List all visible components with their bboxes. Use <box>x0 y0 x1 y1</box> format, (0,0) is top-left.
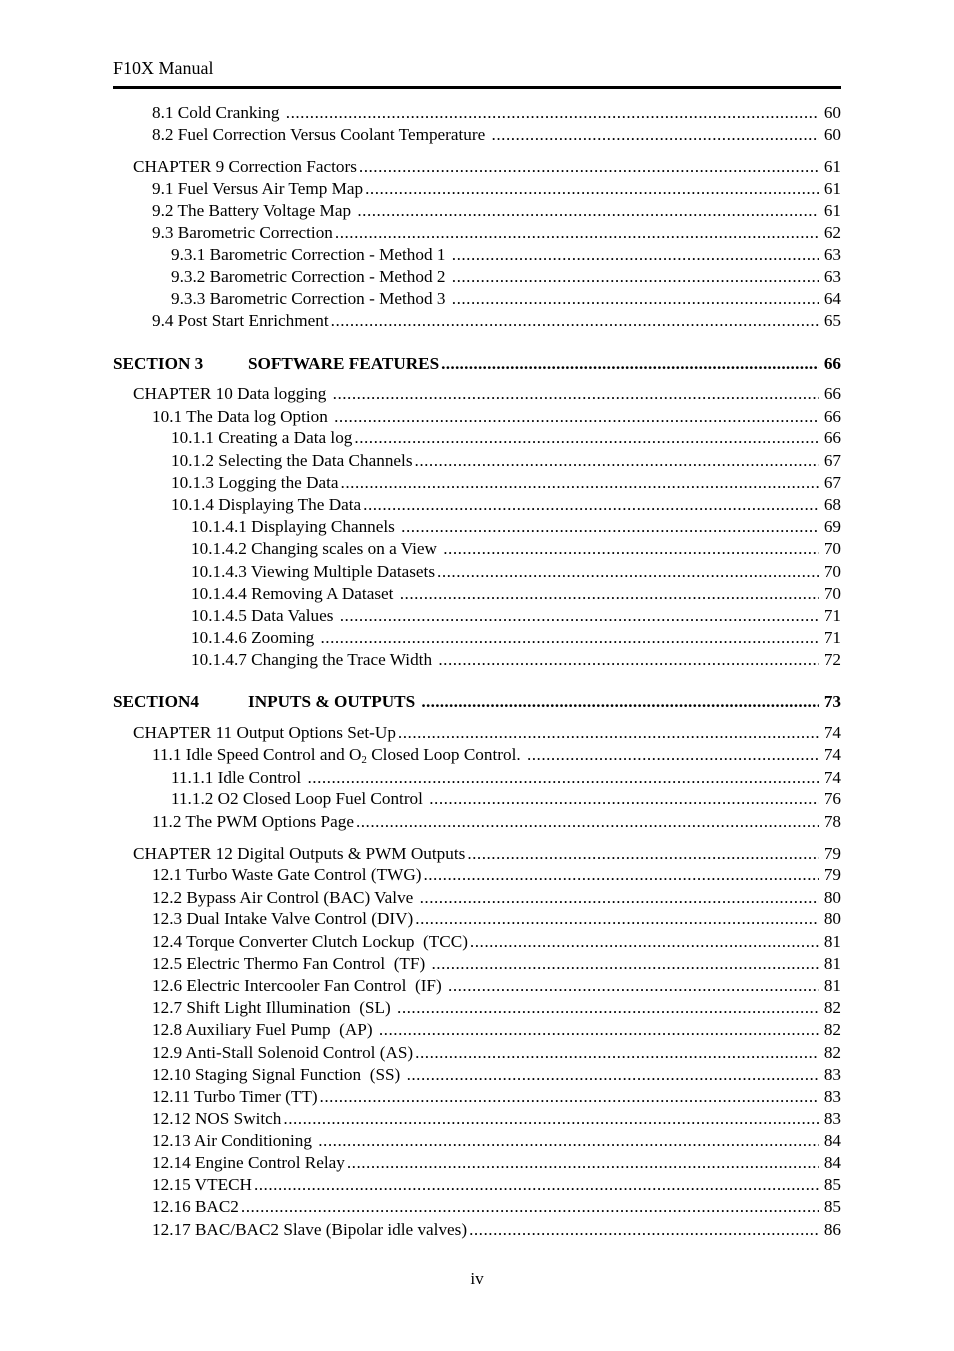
toc-dot-leader <box>254 1174 819 1196</box>
toc-entry-label: 12.5 Electric Thermo Fan Control (TF) <box>152 954 430 973</box>
toc-entry-label: 10.1.4.6 Zooming <box>191 628 319 647</box>
toc-page-number: 82 <box>823 998 841 1017</box>
toc-page-number: 62 <box>823 223 841 242</box>
toc-dot-leader <box>359 156 819 178</box>
toc-entry-label: 8.2 Fuel Correction Versus Coolant Temperature <box>152 125 490 144</box>
toc-dot-leader <box>357 200 819 222</box>
toc-page-number: 82 <box>823 1043 841 1062</box>
toc-dot-leader <box>452 244 819 266</box>
toc-section-entry[interactable] <box>113 353 841 375</box>
toc-entry-label: 12.7 Shift Light Illumination (SL) <box>152 998 396 1017</box>
toc-entry-label: 11.2 The PWM Options Page <box>152 812 354 831</box>
toc-section-entry[interactable] <box>113 691 841 713</box>
toc-dot-leader <box>307 767 819 789</box>
toc-entry-label: 10.1.4.4 Removing A Dataset <box>191 584 398 603</box>
toc-page-number: 64 <box>823 289 841 308</box>
toc-entry[interactable] <box>171 788 841 810</box>
toc-dot-leader <box>469 1219 819 1241</box>
toc-page-number: 81 <box>823 976 841 995</box>
toc-page-number: 80 <box>823 888 841 907</box>
toc-dot-leader <box>241 1196 819 1218</box>
toc-page-number: 69 <box>823 517 841 536</box>
toc-entry[interactable] <box>152 864 841 886</box>
toc-entry[interactable] <box>152 406 841 428</box>
toc-entry-label: 9.3 Barometric Correction <box>152 223 333 242</box>
toc-dot-leader <box>320 1086 819 1108</box>
toc-dot-leader <box>283 1108 819 1130</box>
toc-entry-label: 12.17 BAC/BAC2 Slave (Bipolar idle valves) <box>152 1220 468 1239</box>
toc-entry-label-part: 11.1 Idle Speed Control and O <box>152 745 362 764</box>
toc-entry-label: 12.1 Turbo Waste Gate Control (TWG) <box>152 865 422 884</box>
toc-entry[interactable] <box>152 997 841 1019</box>
toc-page-number: 61 <box>823 179 841 198</box>
toc-dot-leader <box>407 1064 819 1086</box>
toc-entry-label: 12.16 BAC2 <box>152 1197 239 1216</box>
toc-entry-label: 10.1.4 Displaying The Data <box>171 495 362 514</box>
toc-entry[interactable] <box>152 222 841 244</box>
toc-dot-leader <box>365 178 819 200</box>
toc-entry-label: 9.3.2 Barometric Correction - Method 2 <box>171 267 450 286</box>
toc-page-number: 76 <box>823 789 841 808</box>
toc-entry[interactable] <box>191 583 841 605</box>
toc-page-number: 72 <box>823 650 841 669</box>
toc-entry-label: 12.3 Dual Intake Valve Control (DIV) <box>152 909 414 928</box>
toc-page-number: 60 <box>823 103 841 122</box>
toc-entry[interactable] <box>152 1152 841 1174</box>
toc-page-number: 79 <box>823 865 841 884</box>
toc-entry[interactable] <box>152 953 841 975</box>
toc-dot-leader <box>341 472 819 494</box>
toc-page-number: 74 <box>823 768 841 787</box>
toc-page-number: 70 <box>823 539 841 558</box>
toc-dot-leader <box>320 627 819 649</box>
toc-page-number: 60 <box>823 125 841 144</box>
toc-page-number: 79 <box>823 844 841 863</box>
toc-entry-label: 12.15 VTECH <box>152 1175 252 1194</box>
toc-entry[interactable] <box>152 1108 841 1130</box>
toc-page-number: 61 <box>823 157 841 176</box>
toc-entry[interactable] <box>171 472 841 494</box>
toc-dot-leader <box>318 1130 819 1152</box>
toc-entry-label: 12.11 Turbo Timer (TT) <box>152 1087 318 1106</box>
toc-dot-leader <box>415 1042 819 1064</box>
toc-entry[interactable] <box>152 1196 841 1218</box>
toc-entry-label: 9.3.1 Barometric Correction - Method 1 <box>171 245 450 264</box>
toc-entry-label: 12.14 Engine Control Relay <box>152 1153 345 1172</box>
toc-entry[interactable] <box>152 811 841 833</box>
toc-dot-leader <box>356 811 819 833</box>
toc-entry-label: CHAPTER 12 Digital Outputs & PWM Outputs <box>133 844 466 863</box>
page-header-title: F10X Manual <box>113 58 214 78</box>
toc-dot-leader <box>438 649 819 671</box>
toc-entry[interactable] <box>152 908 841 930</box>
toc-page-number: 83 <box>823 1065 841 1084</box>
toc-dot-leader <box>401 516 819 538</box>
toc-entry[interactable] <box>191 605 841 627</box>
toc-dot-leader <box>467 843 819 865</box>
toc-entry-label: 10.1.4.5 Data Values <box>191 606 338 625</box>
toc-page-number: 68 <box>823 495 841 514</box>
toc-entry-label: 12.12 NOS Switch <box>152 1109 282 1128</box>
toc-entry-label: 12.8 Auxiliary Fuel Pump (AP) <box>152 1020 377 1039</box>
toc-dot-leader <box>333 383 819 405</box>
toc-page-number: 70 <box>823 562 841 581</box>
toc-entry[interactable] <box>152 178 841 200</box>
toc-entry-label: 11.1.2 O2 Closed Loop Fuel Control <box>171 789 428 808</box>
toc-entry[interactable] <box>152 1042 841 1064</box>
toc-page-number: 70 <box>823 584 841 603</box>
toc-dot-leader <box>400 583 819 605</box>
toc-section-number: SECTION 3 <box>113 354 204 373</box>
toc-page-number: 66 <box>823 354 841 373</box>
toc-page-number: 71 <box>823 606 841 625</box>
toc-entry[interactable] <box>171 427 841 449</box>
toc-entry[interactable] <box>152 1219 841 1241</box>
toc-page-number: 80 <box>823 909 841 928</box>
toc-page-number: 78 <box>823 812 841 831</box>
toc-entry-label: 10.1.4.1 Displaying Channels <box>191 517 400 536</box>
toc-dot-leader <box>420 887 819 909</box>
toc-entry[interactable] <box>152 102 841 124</box>
toc-dot-leader <box>452 288 819 310</box>
toc-entry-label: SOFTWARE FEATURES <box>248 354 440 373</box>
toc-entry[interactable] <box>191 561 841 583</box>
toc-entry-label: 11.1.1 Idle Control <box>171 768 306 787</box>
toc-entry[interactable] <box>133 843 841 865</box>
toc-entry-label: 12.10 Staging Signal Function (SS) <box>152 1065 405 1084</box>
toc-entry[interactable] <box>152 1019 841 1041</box>
toc-page-number: 71 <box>823 628 841 647</box>
toc-page-number: 74 <box>823 723 841 742</box>
toc-entry-label: CHAPTER 11 Output Options Set-Up <box>133 723 396 742</box>
toc-dot-leader <box>379 1019 819 1041</box>
toc-entry[interactable] <box>133 722 841 744</box>
toc-entry[interactable] <box>152 310 841 332</box>
toc-entry-subscript: 2 <box>361 754 367 766</box>
toc-dot-leader <box>334 406 819 428</box>
toc-entry[interactable] <box>152 124 841 146</box>
toc-entry[interactable] <box>171 288 841 310</box>
toc-dot-leader <box>415 450 819 472</box>
toc-entry-label: INPUTS & OUTPUTS <box>248 692 420 711</box>
toc-entry-label: CHAPTER 10 Data logging <box>133 384 331 403</box>
toc-dot-leader <box>441 353 819 375</box>
toc-entry-label: CHAPTER 9 Correction Factors <box>133 157 357 176</box>
toc-entry-label: 10.1.2 Selecting the Data Channels <box>171 451 413 470</box>
toc-entry[interactable] <box>152 1064 841 1086</box>
toc-page-number: 73 <box>823 692 841 711</box>
toc-entry-label: 9.4 Post Start Enrichment <box>152 311 329 330</box>
toc-page-number: 82 <box>823 1020 841 1039</box>
toc-entry[interactable] <box>152 887 841 909</box>
toc-page-number: 63 <box>823 245 841 264</box>
toc-entry-label: 10.1.3 Logging the Data <box>171 473 339 492</box>
toc-entry-label: 9.2 The Battery Voltage Map <box>152 201 356 220</box>
toc-entry-label: 10.1.4.7 Changing the Trace Width <box>191 650 437 669</box>
toc-dot-leader <box>527 744 819 766</box>
toc-dot-leader <box>492 124 819 146</box>
toc-dot-leader <box>415 908 819 930</box>
toc-entry[interactable] <box>152 975 841 997</box>
toc-page-number: 66 <box>823 384 841 403</box>
toc-page-number: 74 <box>823 745 841 764</box>
toc-entry[interactable] <box>152 744 841 766</box>
toc-entry-label: 12.4 Torque Converter Clutch Lockup (TCC) <box>152 932 468 951</box>
toc-page-number: 61 <box>823 201 841 220</box>
toc-entry[interactable] <box>152 1174 841 1196</box>
toc-entry[interactable] <box>152 931 841 953</box>
toc-entry-label: 10.1.4.2 Changing scales on a View <box>191 539 442 558</box>
toc-page-number: 65 <box>823 311 841 330</box>
toc-page-number: 84 <box>823 1131 841 1150</box>
toc-page-number: 66 <box>823 428 841 447</box>
toc-entry-label-part: Closed Loop Control. <box>366 745 525 764</box>
toc-dot-leader <box>452 266 819 288</box>
toc-dot-leader <box>443 538 819 560</box>
toc-dot-leader <box>363 494 819 516</box>
toc-dot-leader <box>354 427 819 449</box>
toc-dot-leader <box>423 864 819 886</box>
toc-page-number: 85 <box>823 1197 841 1216</box>
toc-entry[interactable] <box>171 450 841 472</box>
toc-dot-leader <box>286 102 819 124</box>
toc-dot-leader <box>335 222 819 244</box>
toc-entry-label: 10.1.1 Creating a Data log <box>171 428 353 447</box>
toc-entry[interactable] <box>171 244 841 266</box>
toc-dot-leader <box>340 605 819 627</box>
toc-entry-label: 8.1 Cold Cranking <box>152 103 284 122</box>
toc-entry[interactable] <box>171 266 841 288</box>
toc-section-number: SECTION4 <box>113 692 199 711</box>
toc-dot-leader <box>398 722 819 744</box>
toc-entry[interactable] <box>191 649 841 671</box>
toc-entry[interactable] <box>191 516 841 538</box>
toc-dot-leader <box>421 691 819 713</box>
toc-dot-leader <box>347 1152 819 1174</box>
toc-page-number: 85 <box>823 1175 841 1194</box>
toc-page-number: 84 <box>823 1153 841 1172</box>
toc-entry-label: 12.13 Air Conditioning <box>152 1131 317 1150</box>
toc-entry-label: 10.1.4.3 Viewing Multiple Datasets <box>191 562 436 581</box>
toc-page-number: 81 <box>823 932 841 951</box>
toc-page-number: 67 <box>823 451 841 470</box>
toc-entry[interactable] <box>171 767 841 789</box>
toc-dot-leader <box>429 788 819 810</box>
toc-page-number: 83 <box>823 1109 841 1128</box>
toc-dot-leader <box>331 310 819 332</box>
toc-entry[interactable] <box>133 383 841 405</box>
toc-entry-label: 12.2 Bypass Air Control (BAC) Valve <box>152 888 418 907</box>
page-number: iv <box>470 1269 484 1288</box>
toc-page-number: 67 <box>823 473 841 492</box>
toc-entry[interactable] <box>133 156 841 178</box>
toc-entry-label: 9.1 Fuel Versus Air Temp Map <box>152 179 364 198</box>
toc-entry[interactable] <box>171 494 841 516</box>
toc-entry[interactable] <box>191 627 841 649</box>
toc-dot-leader <box>437 561 819 583</box>
toc-page-number: 81 <box>823 954 841 973</box>
toc-page-number: 86 <box>823 1220 841 1239</box>
toc-page-number: 63 <box>823 267 841 286</box>
toc-dot-leader <box>432 953 820 975</box>
toc-page-number: 66 <box>823 407 841 426</box>
toc-dot-leader <box>397 997 819 1019</box>
toc-entry-label: 12.9 Anti-Stall Solenoid Control (AS) <box>152 1043 414 1062</box>
toc-entry[interactable] <box>152 1086 841 1108</box>
toc-entry-label <box>152 744 525 766</box>
toc-entry-label: 9.3.3 Barometric Correction - Method 3 <box>171 289 450 308</box>
toc-entry[interactable] <box>152 1130 841 1152</box>
toc-entry-label: 12.6 Electric Intercooler Fan Control (IF) <box>152 976 447 995</box>
toc-entry[interactable] <box>191 538 841 560</box>
toc-entry-label: 10.1 The Data log Option <box>152 407 333 426</box>
toc-page-number: 83 <box>823 1087 841 1106</box>
toc-dot-leader <box>470 931 819 953</box>
toc-dot-leader <box>448 975 819 997</box>
toc-entry[interactable] <box>152 200 841 222</box>
